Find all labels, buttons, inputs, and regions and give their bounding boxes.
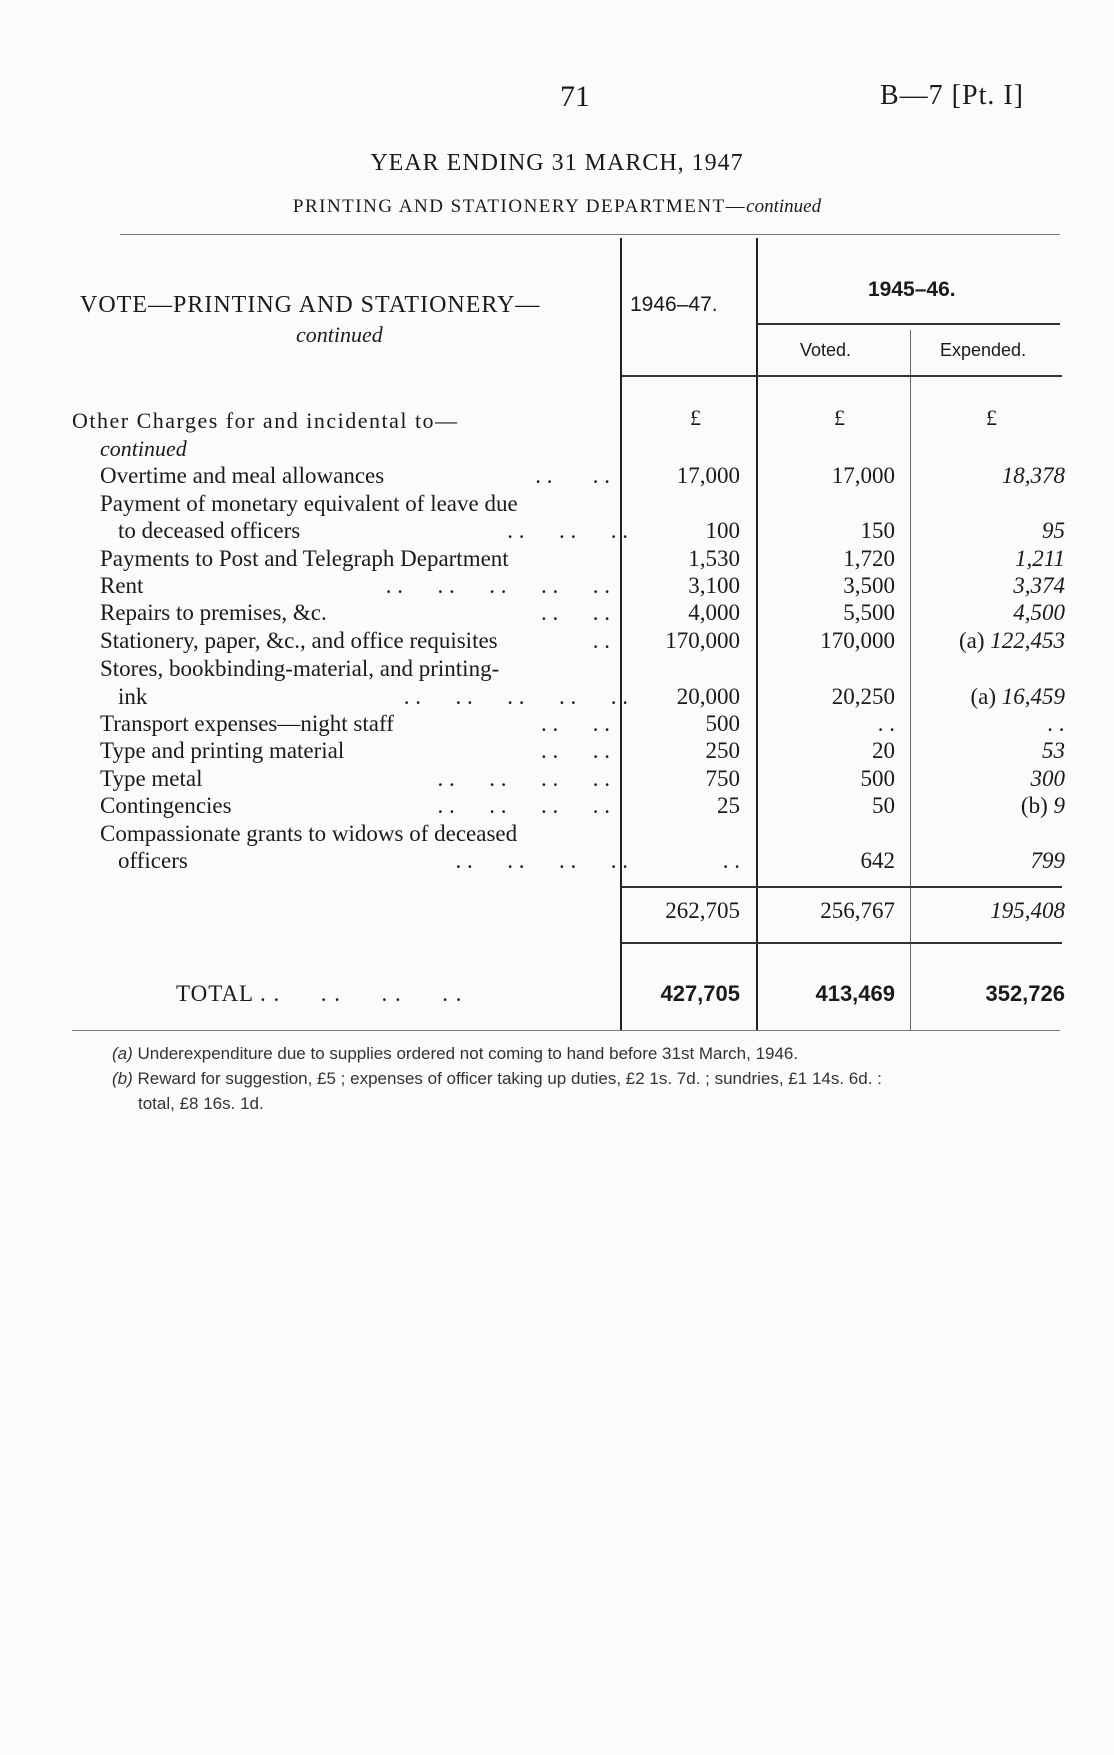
total-voted: 413,469 xyxy=(815,981,895,1006)
row-label xyxy=(118,848,628,874)
department-continued: continued xyxy=(746,196,822,217)
table-row xyxy=(0,738,1114,765)
cell-expended xyxy=(1021,793,1065,819)
row-label xyxy=(100,573,610,599)
section-title: Other Charges for and incidental to— xyxy=(72,408,459,433)
cell-voted: 50 xyxy=(872,793,895,818)
top-rule xyxy=(120,234,1060,235)
cell-voted: 20 xyxy=(872,738,895,763)
page-number: 71 xyxy=(560,80,590,113)
cell-1946-47: 20,000 xyxy=(676,684,740,709)
row-label-text: Stationery, paper, &c., and office requisites xyxy=(100,628,498,653)
row-label xyxy=(100,821,610,847)
leader-dots: . . . . . . . . xyxy=(437,766,610,791)
row-label-text: Rent xyxy=(100,573,144,598)
cell-voted: 170,000 xyxy=(820,628,895,653)
cell-1946-47: 750 xyxy=(705,766,740,791)
footnote-b-continued: total, £8 16s. 1d. xyxy=(138,1094,264,1113)
table-row xyxy=(0,491,1114,518)
cell-expended xyxy=(1031,766,1066,792)
column-header-1946-47: 1946–47. xyxy=(630,293,718,316)
table-row xyxy=(0,821,1114,848)
subtotal-1946-47: 262,705 xyxy=(665,898,740,923)
footnote-a-tag: (a) xyxy=(112,1044,133,1063)
footnote-ref: (a) xyxy=(970,684,996,709)
cell-expended xyxy=(959,628,1065,654)
footnote-b xyxy=(112,1069,882,1089)
department-name: PRINTING AND STATIONERY DEPARTMENT— xyxy=(292,196,747,217)
row-label-text: Compassionate grants to widows of deceased xyxy=(100,821,518,846)
leader-dots: . . . . xyxy=(541,600,610,625)
cell-1946-47: 25 xyxy=(717,793,740,818)
leader-dots: . . . . . . . . xyxy=(437,793,610,818)
row-label-text: Transport expenses—night staff xyxy=(100,711,394,736)
cell-1946-47: 17,000 xyxy=(676,463,740,488)
table-row xyxy=(0,793,1114,820)
year-title: YEAR ENDING 31 MARCH, 1947 xyxy=(370,150,744,176)
cell-1946-47: . . xyxy=(722,848,740,873)
cell-voted: 3,500 xyxy=(843,573,895,598)
header-rule xyxy=(622,375,1062,377)
footnote-a xyxy=(112,1044,798,1064)
cell-expended xyxy=(1002,463,1065,489)
cell-expended xyxy=(1013,573,1065,599)
row-label-text: Repairs to premises, &c. xyxy=(100,600,327,625)
subtotal-rule xyxy=(622,886,1062,888)
cell-expended xyxy=(1031,848,1066,874)
cell-expended-value: 799 xyxy=(1030,848,1065,873)
row-label xyxy=(118,684,628,710)
table-row xyxy=(0,600,1114,627)
cell-1946-47: 4,000 xyxy=(688,600,740,625)
currency-voted: £ xyxy=(834,405,845,430)
cell-1946-47: 1,530 xyxy=(688,546,740,571)
column-header-voted: Voted. xyxy=(800,340,852,360)
cell-expended-value: 4,500 xyxy=(1013,600,1065,625)
vote-title: VOTE—PRINTING AND STATIONERY— xyxy=(80,292,541,318)
leader-dots: . . . . xyxy=(541,711,610,736)
column-header-1945-46: 1945–46. xyxy=(868,278,956,301)
cell-expended-value: 53 xyxy=(1042,738,1065,763)
table-row xyxy=(0,518,1114,545)
footnote-b-text: Reward for suggestion, £5 ; expenses of officer taking up duties, £2 1s. 7d. ; sundries, £1 14s. 6d. : xyxy=(137,1069,882,1088)
row-label xyxy=(100,711,610,737)
row-label xyxy=(118,518,628,544)
row-label-text: Type and printing material xyxy=(100,738,345,763)
row-label-text: Payments to Post and Telegraph Department xyxy=(100,546,509,571)
vote-continued: continued xyxy=(296,322,383,347)
table-row xyxy=(0,628,1114,655)
row-label xyxy=(100,793,610,819)
cell-expended xyxy=(1048,711,1065,737)
cell-expended-value: 18,378 xyxy=(1001,463,1065,488)
document-reference: B—7 [Pt. I] xyxy=(880,80,1024,111)
department-title xyxy=(0,196,1114,218)
section-continued: continued xyxy=(100,436,187,461)
cell-voted: 20,250 xyxy=(831,684,895,709)
cell-expended-value: 300 xyxy=(1030,766,1065,791)
table-row xyxy=(0,848,1114,875)
total-leader-dots: . . . . . . . . xyxy=(260,981,463,1006)
cell-1946-47: 170,000 xyxy=(665,628,740,653)
row-label xyxy=(100,656,610,682)
leader-dots: . . . . . . xyxy=(507,518,628,543)
cell-expended-value: 95 xyxy=(1042,518,1065,543)
bottom-rule xyxy=(72,1030,1060,1031)
row-label xyxy=(100,738,610,764)
cell-expended-value: 3,374 xyxy=(1013,573,1065,598)
row-label-text: to deceased officers xyxy=(118,518,301,543)
leader-dots: . . . . . . . . . . xyxy=(385,573,610,598)
table-row xyxy=(0,546,1114,573)
cell-expended-value: . . xyxy=(1047,711,1065,736)
cell-voted: 500 xyxy=(860,766,895,791)
total-expended: 352,726 xyxy=(985,981,1065,1006)
cell-expended xyxy=(1015,546,1065,572)
total-text: TOTAL xyxy=(176,981,254,1006)
row-label xyxy=(100,463,610,489)
column-header-expended: Expended. xyxy=(940,340,1027,360)
row-label-text: Type metal xyxy=(100,766,203,791)
leader-dots: . . . . . . . . . . xyxy=(403,684,628,709)
cell-expended xyxy=(1042,738,1065,764)
row-label-text: Stores, bookbinding-material, and printing- xyxy=(100,656,500,681)
row-label-text: Overtime and meal allowances xyxy=(100,463,385,488)
table-row xyxy=(0,573,1114,600)
cell-voted: 1,720 xyxy=(843,546,895,571)
row-label xyxy=(100,628,610,654)
subtotal-voted: 256,767 xyxy=(820,898,895,923)
table-row xyxy=(0,656,1114,683)
leader-dots: . . . . xyxy=(535,463,610,488)
cell-voted: 150 xyxy=(860,518,895,543)
footnote-ref: (a) xyxy=(958,628,985,653)
cell-1946-47: 3,100 xyxy=(688,573,740,598)
cell-1946-47: 100 xyxy=(705,518,740,543)
footnote-ref: (b) xyxy=(1020,793,1048,818)
cell-1946-47: 250 xyxy=(705,738,740,763)
table-row xyxy=(0,766,1114,793)
cell-voted: . . xyxy=(877,711,895,736)
currency-1946-47: £ xyxy=(690,405,701,430)
cell-voted: 5,500 xyxy=(843,600,895,625)
row-label xyxy=(100,766,610,792)
footnote-b-tag: (b) xyxy=(112,1069,133,1088)
table-row xyxy=(0,684,1114,711)
table-row xyxy=(0,463,1114,490)
leader-dots: . . . . xyxy=(541,738,610,763)
cell-expended-value: 16,459 xyxy=(1001,684,1065,709)
leader-dots: . . . . . . . . xyxy=(455,848,628,873)
row-label xyxy=(100,491,610,517)
currency-expended: £ xyxy=(986,405,997,430)
row-label-text: Payment of monetary equivalent of leave due xyxy=(100,491,518,516)
cell-expended xyxy=(970,684,1065,710)
cell-expended xyxy=(1013,600,1065,626)
cell-voted: 17,000 xyxy=(831,463,895,488)
subtotal-expended: 195,408 xyxy=(990,898,1065,923)
row-label-text: officers xyxy=(118,848,188,873)
total-label xyxy=(176,981,463,1007)
total-1946-47: 427,705 xyxy=(660,981,740,1006)
row-label xyxy=(100,546,610,572)
leader-dots: . . xyxy=(592,628,610,653)
total-rule xyxy=(622,942,1062,944)
row-label xyxy=(100,600,610,626)
cell-1946-47: 500 xyxy=(705,711,740,736)
table-row xyxy=(0,711,1114,738)
cell-expended-value: 9 xyxy=(1053,793,1065,818)
subheader-rule xyxy=(758,323,1060,325)
cell-expended-value: 122,453 xyxy=(990,628,1065,653)
row-label-text: Contingencies xyxy=(100,793,232,818)
row-label-text: ink xyxy=(118,684,148,709)
footnote-a-text: Underexpenditure due to supplies ordered not coming to hand before 31st March, 1946. xyxy=(137,1044,799,1063)
cell-expended xyxy=(1042,518,1065,544)
cell-expended-value: 1,211 xyxy=(1014,546,1065,571)
cell-voted: 642 xyxy=(860,848,895,873)
